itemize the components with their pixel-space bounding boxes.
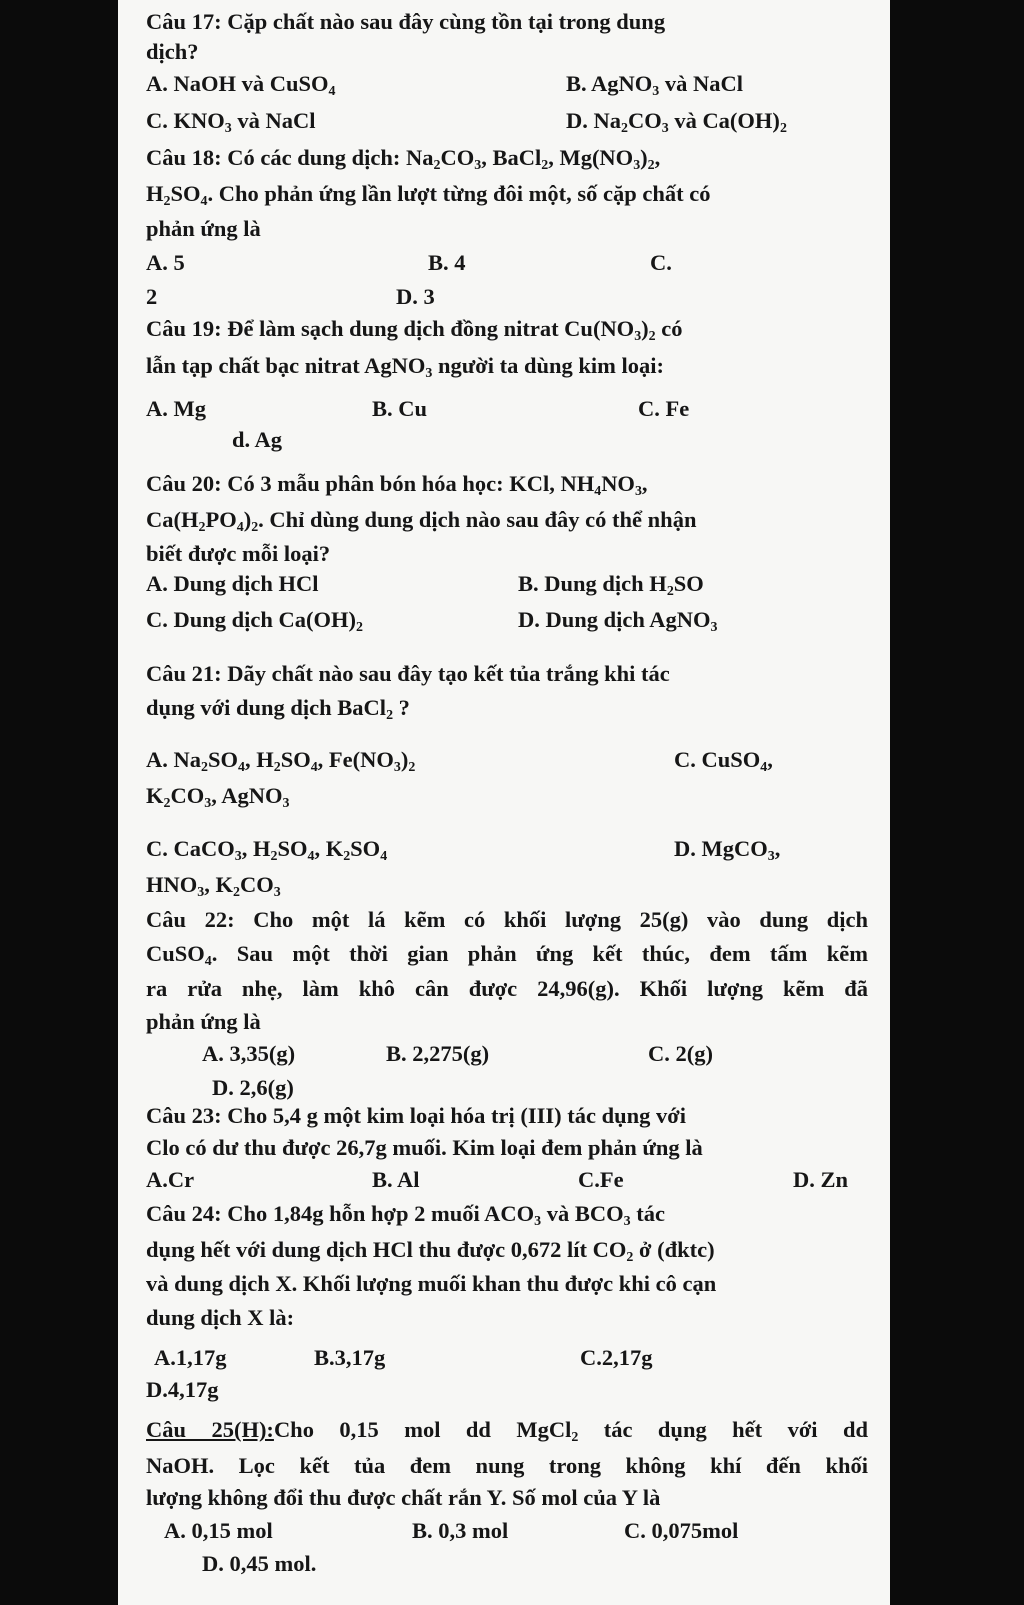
q18-line-2: $H_2SO_4$. Cho phản ứng lần lượt từng đôi một, số cặp chất có (146, 181, 711, 209)
q25-line-3: lượng không đổi thu được chất rắn Y. Số mol của Y là (146, 1485, 661, 1510)
q23-option-c: C.Fe (578, 1167, 624, 1192)
q24-line-2: dụng hết với dung dịch HCl thu được 0,672 lít $CO_2$ ở (đktc) (146, 1237, 715, 1265)
q23-option-d: D. Zn (793, 1167, 849, 1192)
q17-option-a: A. NaOH và CuSO$_4$ (146, 71, 336, 99)
q17-option-c: C. $KNO_3$ và NaCl (146, 108, 316, 136)
q24-line-3: và dung dịch X. Khối lượng muối khan thu được khi cô cạn (146, 1271, 717, 1296)
q20-line-3: biết được mỗi loại? (146, 541, 331, 566)
q18-option-c-value: 2 (146, 284, 158, 309)
q25-label: Câu 25(H): (146, 1417, 274, 1442)
q17-option-d: D. $Na_2CO_3$ và $Ca(OH)_2$ (566, 108, 787, 136)
q18-option-a: A. 5 (146, 250, 185, 275)
q22-option-a: A. 3,35(g) (202, 1041, 296, 1066)
q22-option-b: B. 2,275(g) (386, 1041, 490, 1066)
q20-option-c: C. Dung dịch $Ca(OH)_2$ (146, 607, 363, 635)
q23-option-a: A.Cr (146, 1167, 195, 1192)
q17-line-2: dịch? (146, 39, 199, 64)
q22-line-1: Câu 22: Cho một lá kẽm có khối lượng 25(g) vào dung dịch (146, 907, 868, 932)
q23-line-1: Câu 23: Cho 5,4 g một kim loại hóa trị (III) tác dụng với (146, 1103, 686, 1128)
q18-option-d: D. 3 (396, 284, 435, 309)
q22-line-2: CuSO$_4$. Sau một thời gian phản ứng kết thúc, đem tấm kẽm (146, 941, 868, 969)
q25-option-b: B. 0,3 mol (412, 1518, 509, 1543)
q24-line-4: dung dịch X là: (146, 1305, 295, 1330)
q18-option-b: B. 4 (428, 250, 466, 275)
q18-option-c: C. (650, 250, 672, 275)
q24-option-a: A.1,17g (154, 1345, 227, 1370)
q17-line-1: Câu 17: Cặp chất nào sau đây cùng tồn tại trong dung (146, 9, 666, 34)
worksheet-page (118, 0, 890, 1605)
q21-option-d-continued: $HNO_3$, $K_2CO_3$ (146, 872, 281, 900)
q21-option-c1-continued: $K_2CO_3$, AgNO$_3$ (146, 783, 290, 811)
q18-line-1: Câu 18: Có các dung dịch: $Na_2CO_3$, BaCl$_2$, $Mg(NO_3)_2$, (146, 145, 661, 173)
q21-option-a: A. $Na_2SO_4$, $H_2SO_4$, $Fe(NO_3)_2$ (146, 747, 416, 775)
q22-option-d: D. 2,6(g) (212, 1075, 294, 1100)
q18-line-3: phản ứng là (146, 216, 261, 241)
q20-option-b: B. Dung dịch $H_2SO$ (518, 571, 704, 599)
q22-option-c: C. 2(g) (648, 1041, 713, 1066)
q23-line-2: Clo có dư thu được 26,7g muối. Kim loại đem phản ứng là (146, 1135, 703, 1160)
q21-option-d: D. MgCO$_3$, (674, 836, 781, 864)
q20-option-a: A. Dung dịch HCl (146, 571, 319, 596)
q19-option-c: C. Fe (638, 396, 690, 421)
q24-line-1: Câu 24: Cho 1,84g hỗn hợp 2 muối $ACO_3$ và $BCO_3$ tác (146, 1201, 665, 1229)
q19-option-a: A. Mg (146, 396, 206, 421)
q21-line-1: Câu 21: Dãy chất nào sau đây tạo kết tủa trắng khi tác (146, 661, 670, 686)
q17-option-b: B. AgNO$_3$ và NaCl (566, 71, 743, 99)
q22-line-4: phản ứng là (146, 1009, 261, 1034)
q25-line-2: NaOH. Lọc kết tủa đem nung trong không khí đến khối (146, 1453, 868, 1478)
q25-option-c: C. 0,075mol (624, 1518, 739, 1543)
q24-option-d: D.4,17g (146, 1377, 219, 1402)
q20-line-1: Câu 20: Có 3 mẫu phân bón hóa học: KCl, $NH_4NO_3$, (146, 471, 648, 499)
q23-option-b: B. Al (372, 1167, 420, 1192)
q19-option-b: B. Cu (372, 396, 428, 421)
q20-line-2: $Ca(H_2PO_4)_2$. Chỉ dùng dung dịch nào sau đây có thể nhận (146, 507, 697, 535)
q19-line-1: Câu 19: Để làm sạch dung dịch đồng nitrat $Cu(NO_3)_2$ có (146, 316, 683, 344)
q25-option-a: A. 0,15 mol (164, 1518, 273, 1543)
q25-line-1: Câu 25(H):Cho 0,15 mol dd MgCl$_2$ tác dụng hết với dd (146, 1417, 868, 1445)
q21-option-c2: C. CaCO$_3$, $H_2SO_4$, $K_2SO_4$ (146, 836, 388, 864)
q21-line-2: dụng với dung dịch BaCl$_2$ ? (146, 695, 410, 723)
q19-option-d: d. Ag (232, 427, 283, 452)
q21-option-c1: C. CuSO$_4$, (674, 747, 773, 775)
q25-option-d: D. 0,45 mol. (202, 1551, 317, 1576)
q20-option-d: D. Dung dịch AgNO$_3$ (518, 607, 718, 635)
q22-line-3: ra rửa nhẹ, làm khô cân được 24,96(g). Khối lượng kẽm đã (146, 976, 868, 1001)
q24-option-b: B.3,17g (314, 1345, 386, 1370)
q24-option-c: C.2,17g (580, 1345, 653, 1370)
q19-line-2: lẫn tạp chất bạc nitrat AgNO$_3$ người ta dùng kim loại: (146, 353, 664, 381)
